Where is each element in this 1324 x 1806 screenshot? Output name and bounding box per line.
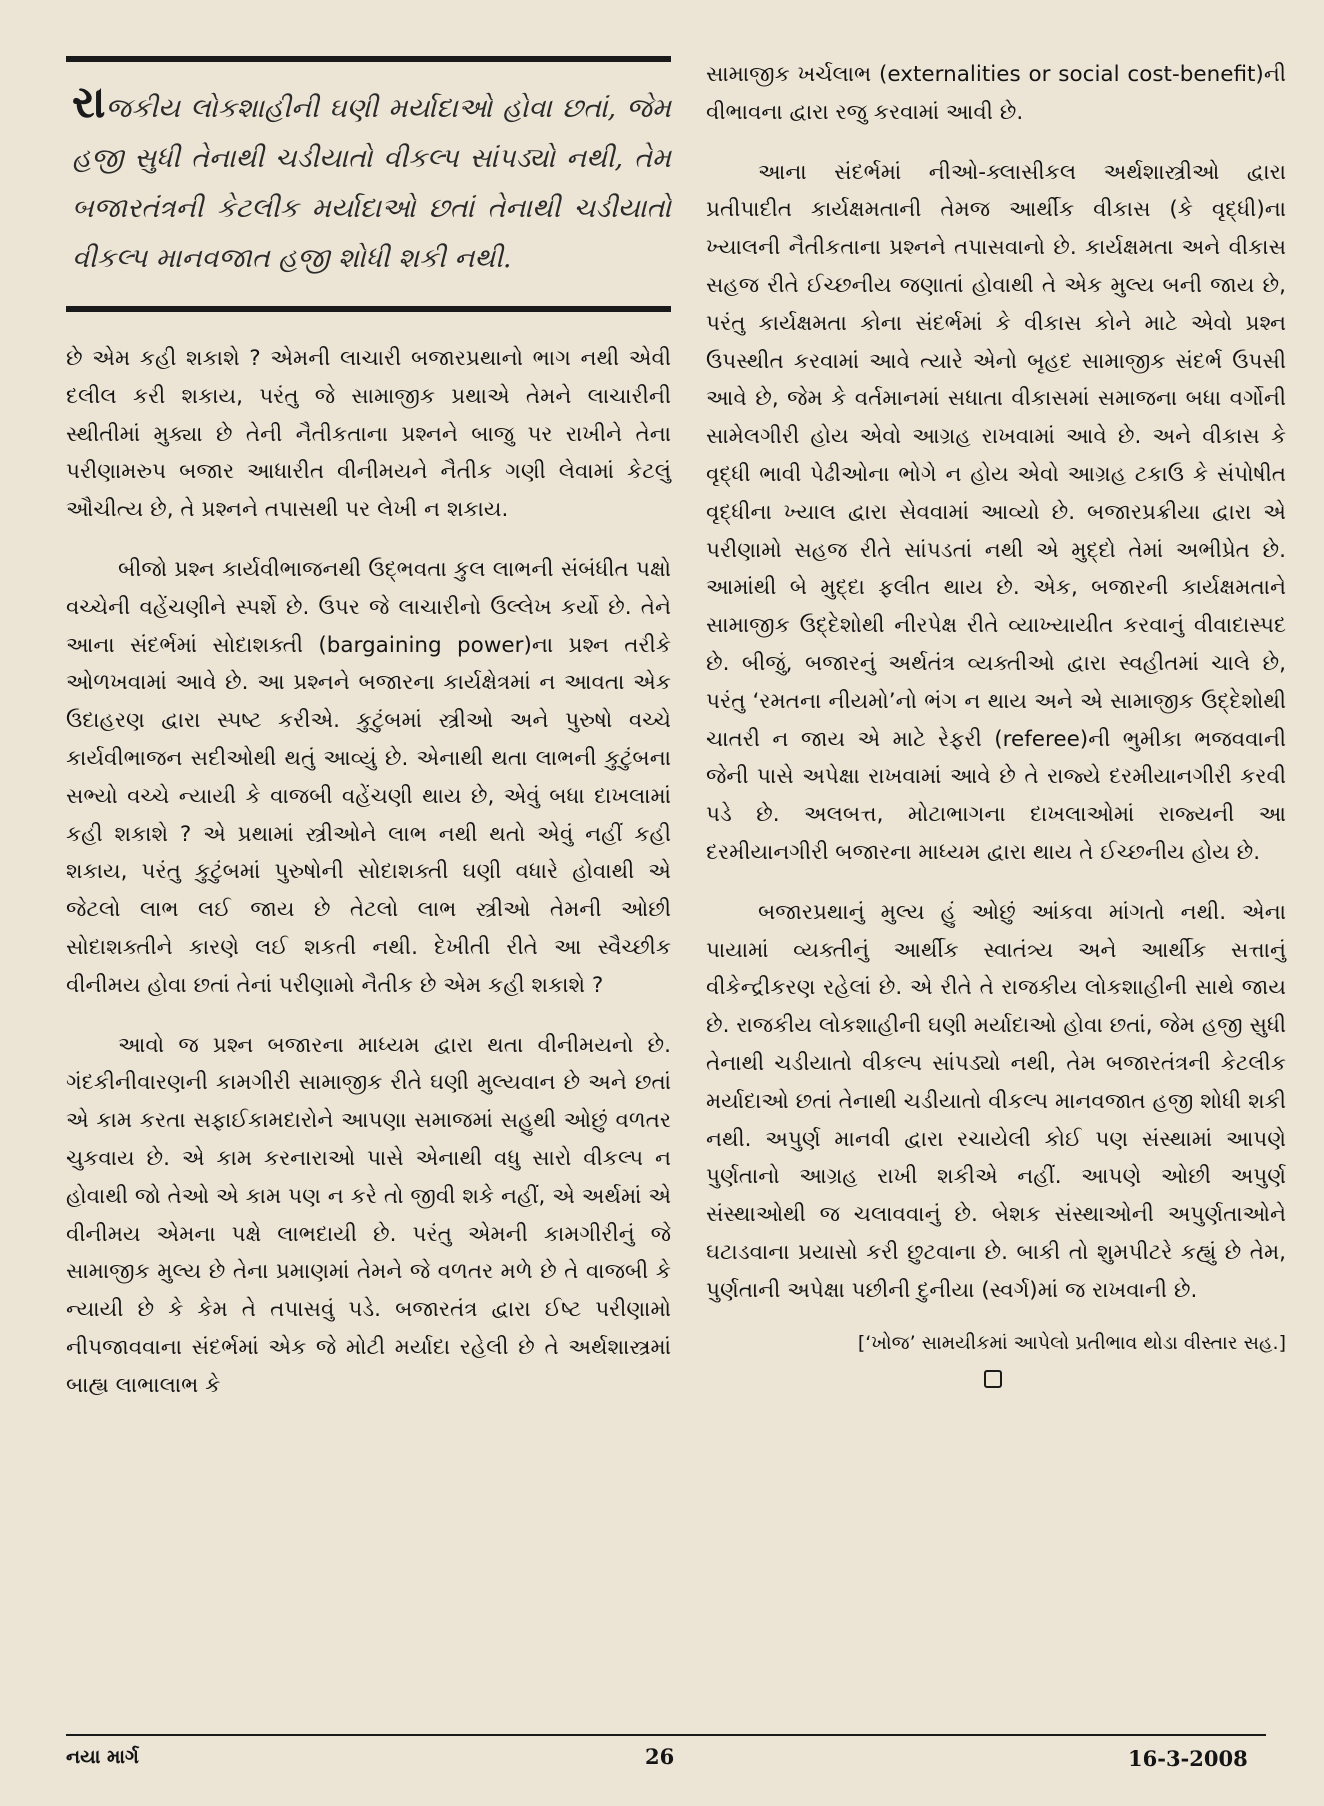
left-paragraph-2: બીજો પ્રશ્ન કાર્યવીભાજનથી ઉદ્ભવતા કુલ લાભની સંબંધીત પક્ષો વચ્ચેની વહેંચણીને સ્પર્શે છે. ઉપર જે લાચારીનો ઉલ્લેખ કર્યો છે. તેને આના સંદર્ભમાં સોદાશક્તી (bargaining power)ના પ્રશ્ન તરીકે ઓળખવામાં આવે છે. આ પ્રશ્નને બજારના કાર્યક્ષેત્રમાં ન આવતા એક ઉદાહરણ દ્વારા સ્પષ્ટ કરીએ. કુટુંબમાં સ્ત્રીઓ અને પુરુષો વચ્ચે કાર્યવીભાજન સદીઓથી થતું આવ્યું છે. એનાથી થતા લાભની કુટુંબના સભ્યો વચ્ચે ન્યાયી કે વાજબી વહેંચણી થાય છે, એવું બધા દાખલામાં કહી શકાશે ? એ પ્રથામાં સ્ત્રીઓને લાભ નથી થતો એવું નહીં કહી શકાય, પરંતુ કુટુંબમાં પુરુષોની સોદાશક્તી ઘણી વધારે હોવાથી એ જેટલો લાભ લઈ જાય છે તેટલો લાભ સ્ત્રીઓ તેમની ઓછી સોદાશક્તીને કારણે લઈ શકતી નથી. દેખીતી રીતે આ સ્વૈચ્છીક વીનીમય હોવા છતાં તેનાં પરીણામો નૈતીક છે એમ કહી શકાશે ? bbox=[66, 556, 671, 998]
right-paragraph-1: સામાજીક ખર્ચલાભ (externalities or social cost-benefit)ની વીભાવના દ્વારા રજુ કરવામાં આવી છે. bbox=[706, 62, 1286, 125]
source-credit: [‘ખોજ’ સામયીકમાં આપેલો પ્રતીભાવ થોડા વીસ્તાર સહ.] bbox=[857, 1331, 1286, 1354]
pull-quote-dropcap: રા bbox=[72, 77, 106, 128]
footer-rule bbox=[66, 1734, 1266, 1736]
right-paragraph-2: આના સંદર્ભમાં નીઓ-ક્લાસીકલ અર્થશાસ્ત્રીઓ દ્વારા પ્રતીપાદીત કાર્યક્ષમતાની તેમજ આર્થીક વીકાસ (કે વૃદ્ધી)ના ખ્યાલની નૈતીકતાના પ્રશ્નને તપાસવાનો છે. કાર્યક્ષમતા અને વીકાસ સહજ રીતે ઈચ્છનીય જણાતાં હોવાથી તે એક મુલ્ય બની જાય છે, પરંતુ કાર્યક્ષમતા કોના સંદર્ભમાં કે વીકાસ કોને માટે એવો પ્રશ્ન ઉપસ્થીત કરવામાં આવે ત્યારે એનો બૃહદ સામાજીક સંદર્ભ ઉપસી આવે છે, જેમ કે વર્તમાનમાં સધાતા વીકાસમાં સમાજના બધા વર્ગોની સામેલગીરી હોય એવો આગ્રહ રાખવામાં આવે છે. અને વીકાસ કે વૃદ્ધી ભાવી પેઢીઓના ભોગે ન હોય એવો આગ્રહ ટકાઉ કે સંપોષીત વૃદ્ધીના ખ્યાલ દ્વારા સેવવામાં આવ્યો છે. બજારપ્રક્રીયા દ્વારા એ પરીણામો સહજ રીતે સાંપડતાં નથી એ મુદ્દો તેમાં અભીપ્રેત છે. આમાંથી બે મુદ્દા ફલીત થાય છે. એક, બજારની કાર્યક્ષમતાને સામાજીક ઉદ્દેશોથી નીરપેક્ષ રીતે વ્યાખ્યાયીત કરવાનું વીવાદાસ્પદ છે. બીજું, બજારનું અર્થતંત્ર વ્યક્તીઓ દ્વારા સ્વહીતમાં ચાલે છે, પરંતુ ‘રમતના નીયમો’નો ભંગ ન થાય અને એ સામાજીક ઉદ્દેશોથી ચાતરી ન જાય એ માટે રેફરી (referee)ની ભુમીકા ભજવવાની જેની પાસે અપેક્ષા રાખવામાં આવે છે તે રાજ્યે દરમીયાનગીરી કરવી પડે છે. અલબત્ત, મોટાભાગના દાખલાઓમાં રાજ્યની આ દરમીયાનગીરી બજારના માધ્યમ દ્વારા થાય તે ઈચ્છનીય હોય છે. bbox=[706, 159, 1286, 865]
right-column bbox=[706, 56, 1286, 1388]
right-paragraph-3: બજારપ્રથાનું મુલ્ય હું ઓછું આંકવા માંગતો નથી. એના પાયામાં વ્યક્તીનું આર્થીક સ્વાતંત્ર્ય અને આર્થીક સત્તાનું વીકેન્દ્રીકરણ રહેલાં છે. એ રીતે તે રાજકીય લોકશાહીની સાથે જાય છે. રાજકીય લોકશાહીની ઘણી મર્યાદાઓ હોવા છતાં, જેમ હજી સુધી તેનાથી ચડીયાતો વીકલ્પ સાંપડ્યો નથી, તેમ બજારતંત્રની કેટલીક મર્યાદાઓ છતાં તેનાથી ચડીયાતો વીકલ્પ માનવજાત હજી શોધી શકી નથી. અપુર્ણ માનવી દ્વારા રચાયેલી કોઈ પણ સંસ્થામાં આપણે પુર્ણતાનો આગ્રહ રાખી શકીએ નહીં. આપણે ઓછી અપુર્ણ સંસ્થાઓથી જ ચલાવવાનું છે. બેશક સંસ્થાઓની અપુર્ણતાઓને ઘટાડવાના પ્રયાસો કરી છુટવાના છે. બાકી તો શુમપીટરે કહ્યું છે તેમ, પુર્ણતાની અપેક્ષા પછીની દુનીયા (સ્વર્ગ)માં જ રાખવાની છે. bbox=[706, 899, 1286, 1303]
footer-date: 16-3-2008 bbox=[1128, 1746, 1248, 1771]
footer-page-number: 26 bbox=[645, 1744, 675, 1769]
pull-quote-text: જકીય લોકશાહીની ઘણી મર્યાદાઓ હોવા છતાં, જેમ હજી સુધી તેનાથી ચડીયાતો વીકલ્પ સાંપડ્યો નથી, તેમ બજારતંત્રની કેટલીક મર્યાદાઓ છતાં તેનાથી ચડીયાતો વીકલ્પ માનવજાત હજી શોધી શકી નથી. bbox=[72, 93, 671, 274]
pull-quote bbox=[66, 78, 671, 284]
left-paragraph-1: છે એમ કહી શકાશે ? એમની લાચારી બજારપ્રથાનો ભાગ નથી એવી દલીલ કરી શકાય, પરંતુ જે સામાજીક પ્રથાએ તેમને લાચારીની સ્થીતીમાં મુક્યા છે તેની નૈતીકતાના પ્રશ્નને બાજુ પર રાખીને તેના પરીણામરુપ બજાર આધારીત વીનીમયને નૈતીક ગણી લેવામાં કેટલું ઔચીત્ય છે, તે પ્રશ્નને તપાસથી પર લેખી ન શકાય. bbox=[66, 346, 671, 523]
pull-quote-bottom-rule bbox=[66, 306, 671, 312]
end-of-article-icon bbox=[984, 1370, 1002, 1388]
left-column bbox=[66, 56, 671, 1427]
left-paragraph-3: આવો જ પ્રશ્ન બજારના માધ્યમ દ્વારા થતા વીનીમયનો છે. ગંદકીનીવારણની કામગીરી સામાજીક રીતે ઘણી મુલ્યવાન છે અને છતાં એ કામ કરતા સફાઈકામદારોને આપણા સમાજમાં સહુથી ઓછું વળતર ચુકવાય છે. એ કામ કરનારાઓ પાસે એનાથી વધુ સારો વીકલ્પ ન હોવાથી જો તેઓ એ કામ પણ ન કરે તો જીવી શકે નહીં, એ અર્થમાં એ વીનીમય એમના પક્ષે લાભદાયી છે. પરંતુ એમની કામગીરીનું જે સામાજીક મુલ્ય છે તેના પ્રમાણમાં તેમને જે વળતર મળે છે તે વાજબી કે ન્યાયી છે કે કેમ તે તપાસવું પડે. બજારતંત્ર દ્વારા ઈષ્ટ પરીણામો નીપજાવવાના સંદર્ભમાં એક જે મોટી મર્યાદા રહેલી છે તે અર્થશાસ્ત્રમાં બાહ્ય લાભાલાભ કે bbox=[66, 1032, 671, 1398]
pull-quote-top-rule bbox=[66, 56, 671, 62]
footer-magazine-name: નયા માર્ગ bbox=[66, 1746, 139, 1768]
